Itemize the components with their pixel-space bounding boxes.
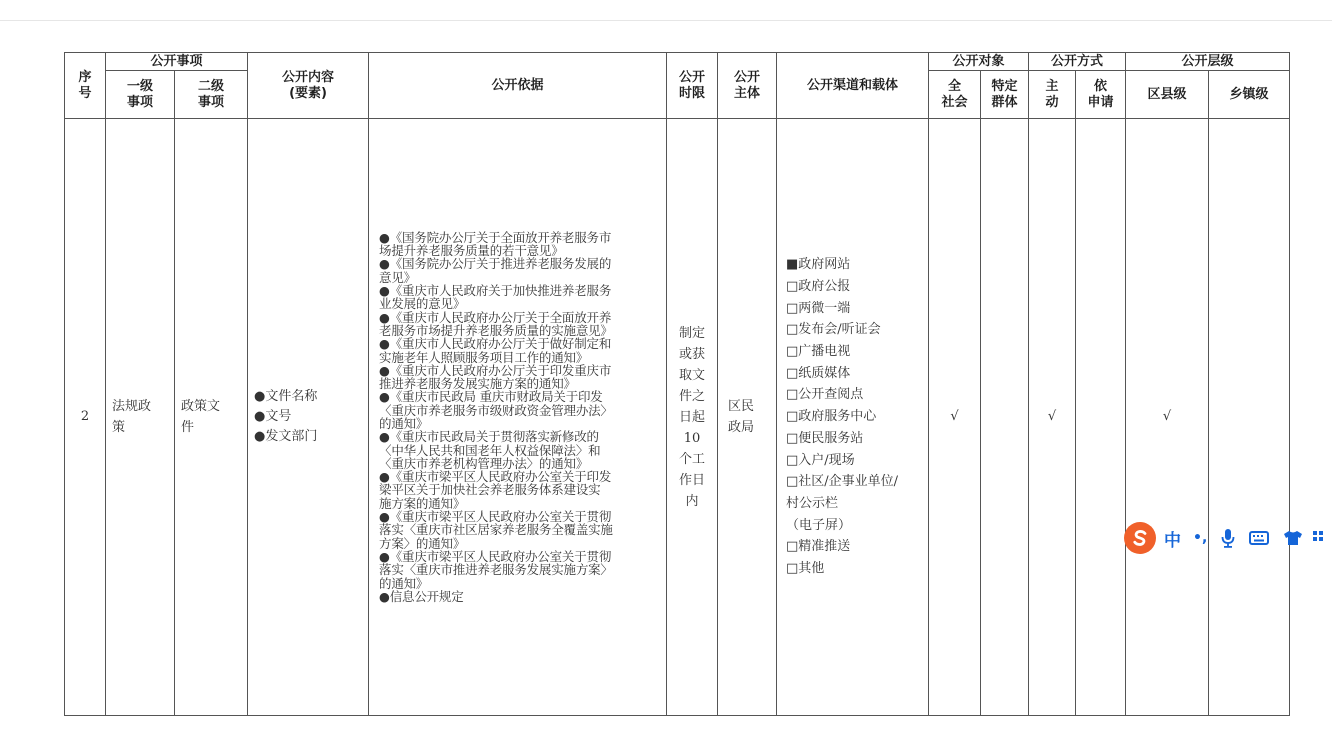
header-level-town: 乡镇级	[1209, 71, 1290, 119]
header-target: 公开对象	[929, 53, 1029, 71]
list-item: 落实〈重庆市社区居家养老服务全覆盖实施	[379, 522, 613, 538]
row-method-active: √	[1029, 119, 1076, 716]
list-item: 推进养老服务发展实施方案的通知》	[379, 376, 576, 392]
list-item: □发布会/听证会	[786, 322, 881, 338]
row-target-specific	[981, 119, 1029, 716]
header-channels: 公开渠道和载体	[777, 53, 929, 119]
list-item: ●文号	[254, 409, 292, 424]
header-content: 公开内容 (要素)	[248, 53, 369, 119]
list-item: 〈重庆市养老机构管理办法〉的通知》	[379, 455, 589, 471]
list-item: 老服务市场提升养老服务质量的实施意见》	[379, 322, 613, 338]
voice-icon[interactable]	[1221, 528, 1235, 548]
row-subject: 区民 政局	[718, 119, 777, 716]
header-matters: 公开事项	[106, 53, 248, 71]
header-target-specific: 特定 群体	[981, 71, 1029, 119]
list-item: □其他	[786, 561, 825, 577]
skin-icon[interactable]	[1283, 530, 1303, 546]
table-row	[65, 119, 1290, 716]
header-basis: 公开依据	[369, 53, 667, 119]
header-method: 公开方式	[1029, 53, 1126, 71]
list-item: ●《重庆市人民政府关于加快推进养老服务	[379, 283, 612, 299]
sogou-logo-icon[interactable]	[1124, 522, 1156, 554]
list-item: ●《重庆市人民政府办公厅关于全面放开养	[379, 309, 612, 325]
header-time-limit: 公开 时限	[667, 53, 718, 119]
header-level-county: 区县级	[1126, 71, 1209, 119]
list-item: 的通知》	[379, 575, 429, 591]
list-item: 施方案的通知》	[379, 495, 466, 511]
list-item: ●文件名称	[254, 389, 318, 404]
list-item: □便民服务站	[786, 430, 864, 446]
header-level2: 二级 事项	[175, 71, 248, 119]
keyboard-icon[interactable]	[1249, 530, 1269, 546]
header-level: 公开层级	[1126, 53, 1290, 71]
content-list	[248, 387, 368, 447]
disclosure-table	[64, 52, 1290, 716]
row-level2: 政策文 件	[175, 119, 248, 716]
list-item: □精准推送	[786, 539, 851, 555]
ime-mode-toggle[interactable]: 中	[1164, 530, 1181, 551]
header-method-active: 主 动	[1029, 71, 1076, 119]
basis-list	[369, 231, 666, 603]
list-item: 方案〉的通知》	[379, 535, 466, 551]
list-item: （电子屏）	[786, 517, 852, 533]
row-method-request	[1076, 119, 1126, 716]
row-level-town	[1209, 119, 1290, 716]
list-item: □入户/现场	[786, 452, 855, 468]
header-subject: 公开 主体	[718, 53, 777, 119]
list-item: ●《重庆市民政局关于贯彻落实新修改的	[379, 429, 599, 445]
list-item: 村公示栏	[786, 495, 839, 511]
list-item: ●《国务院办公厅关于全面放开养老服务市	[379, 229, 612, 245]
list-item: 落实〈重庆市推进养老服务发展实施方案〉	[379, 562, 613, 578]
list-item: ●《重庆市梁平区人民政府办公室关于贯彻	[379, 548, 612, 564]
list-item: ●《国务院办公厅关于推进养老服务发展的	[379, 256, 612, 272]
list-item: 场提升养老服务质量的若干意见》	[379, 243, 564, 259]
list-item: □两微一端	[786, 300, 851, 316]
list-item: 〈重庆市养老服务市级财政资金管理办法〉	[379, 402, 613, 418]
row-content	[248, 119, 369, 716]
list-item: 〈中华人民共和国老年人权益保障法〉和	[379, 442, 601, 458]
ime-toolbar[interactable]	[1124, 520, 1332, 556]
list-item: □公开查阅点	[786, 387, 864, 403]
row-seq: 2	[65, 119, 106, 716]
header-target-all: 全 社会	[929, 71, 981, 119]
list-item: 梁平区关于加快社会养老服务体系建设实	[379, 482, 601, 498]
toolbox-icon[interactable]	[1313, 530, 1323, 546]
list-item: 实施老年人照顾服务项目工作的通知》	[379, 349, 589, 365]
header-level1: 一级 事项	[106, 71, 175, 119]
row-basis	[369, 119, 667, 716]
list-item: □政府公报	[786, 278, 851, 294]
list-item: ●《重庆市人民政府办公厅关于做好制定和	[379, 336, 612, 352]
row-level-county: √	[1126, 119, 1209, 716]
list-item: □社区/企事业单位/	[786, 474, 899, 490]
header-seq: 序 号	[65, 53, 106, 119]
row-target-all: √	[929, 119, 981, 716]
list-item: □政府服务中心	[786, 409, 877, 425]
list-item: 业发展的意见》	[379, 296, 466, 312]
row-level1: 法规政 策	[106, 119, 175, 716]
list-item: 意见》	[379, 269, 416, 285]
list-item: □纸质媒体	[786, 365, 851, 381]
list-item: ■政府网站	[786, 257, 851, 273]
list-item: ●《重庆市梁平区人民政府办公室关于贯彻	[379, 509, 612, 525]
list-item: ●信息公开规定	[379, 588, 464, 604]
row-time-limit: 制定或获取文件之日起10个工作日内	[667, 119, 718, 716]
row-channels	[777, 119, 929, 716]
ime-punct-toggle[interactable]: •,	[1193, 530, 1208, 546]
list-item: ●《重庆市民政局 重庆市财政局关于印发	[379, 389, 603, 405]
list-item: 的通知》	[379, 416, 429, 431]
channel-list	[777, 254, 928, 580]
list-item: ●《重庆市梁平区人民政府办公室关于印发	[379, 469, 612, 485]
header-method-request: 依 申请	[1076, 71, 1126, 119]
list-item: ●发文部门	[254, 429, 318, 444]
list-item: ●《重庆市人民政府办公厅关于印发重庆市	[379, 362, 612, 378]
list-item: □广播电视	[786, 344, 851, 360]
page-top-edge	[0, 20, 1332, 21]
